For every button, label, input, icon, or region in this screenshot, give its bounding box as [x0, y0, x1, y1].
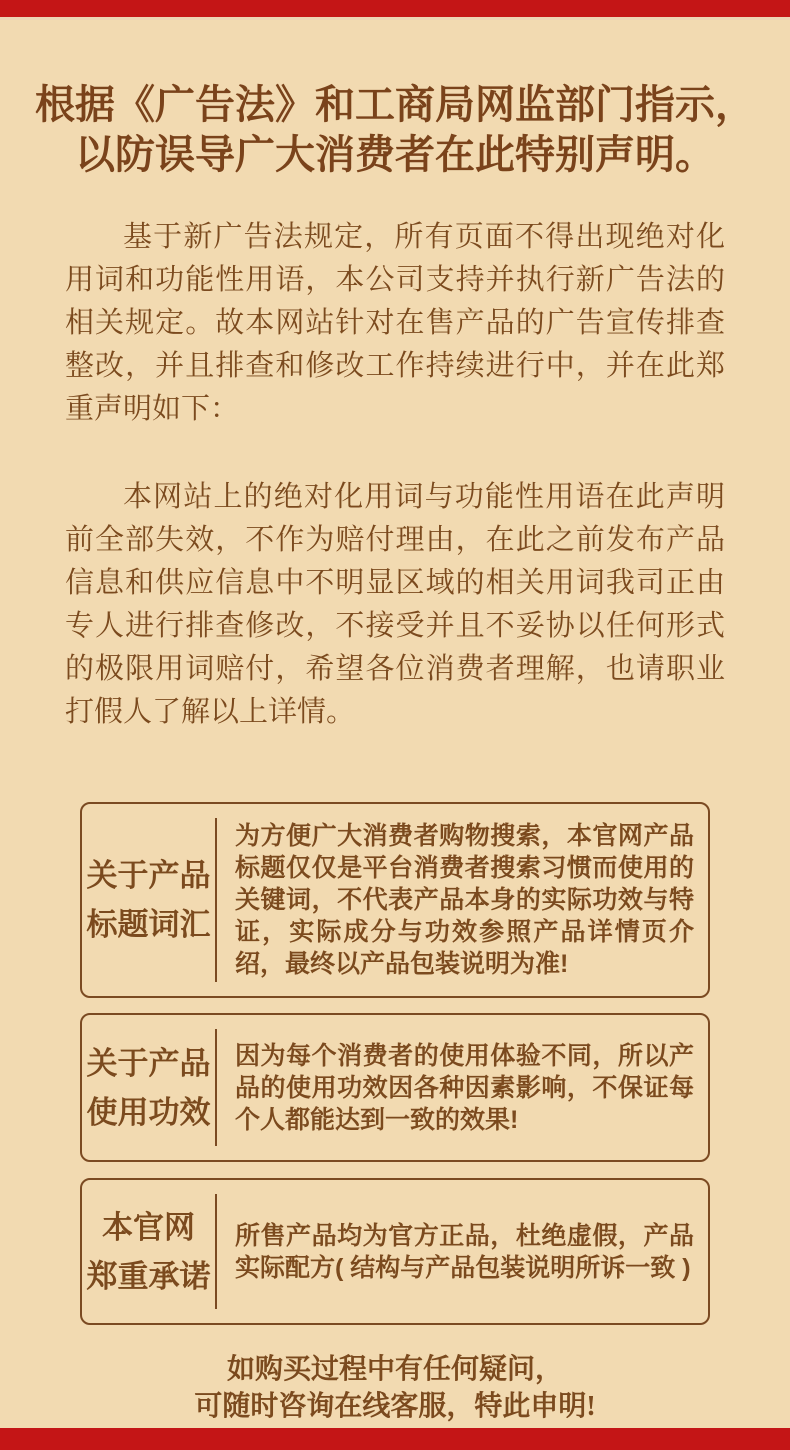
- notice-box-1-label: [82, 804, 215, 996]
- notice-box-1-text: 为方便广大消费者购物搜索，本官网产品标题仅仅是平台消费者搜索习惯而使用的关键词，不代表产品本身的实际功效与特证，实际成分与功效参照产品详情页介绍，最终以产品包装说明为准!: [235, 822, 694, 978]
- bottom-red-bar: [0, 1428, 790, 1450]
- page-title-line-2: 以防误导广大消费者在此特别声明。: [75, 132, 715, 177]
- page-title: [0, 80, 790, 180]
- page-title-line-1: 根据《广告法》和工商局网监部门指示，: [35, 82, 755, 127]
- notice-box-official-promise: [80, 1178, 710, 1325]
- notice-box-3-text: 所售产品均为官方正品，杜绝虚假，产品实际配方( 结构与产品包装说明所诉一致 ): [235, 1221, 694, 1282]
- notice-box-2-label: [82, 1015, 215, 1160]
- notice-box-2-label-line-1: 关于产品: [86, 1045, 211, 1081]
- notice-box-3-label-line-1: 本官网: [102, 1209, 195, 1245]
- statement-paragraph-2: 本网站上的绝对化用词与功能性用语在此声明前全部失效，不作为赔付理由，在此之前发布产品信息和供应信息中不明显区域的相关用词我司正由专人进行排查修改，不接受并且不妥协以任何形式的极限用词赔付，希望各位消费者理解，也请职业打假人了解以上详情。: [65, 481, 725, 728]
- footer-note-line-2: 可随时咨询在线客服，特此申明!: [194, 1391, 596, 1422]
- footer-note-line-1: 如购买过程中有任何疑问，: [226, 1354, 563, 1385]
- notice-box-2-label-line-2: 使用功效: [86, 1094, 211, 1130]
- notice-box-3-label-line-2: 郑重承诺: [86, 1258, 211, 1294]
- footer-note: [0, 1351, 790, 1425]
- notice-box-product-effect: [80, 1013, 710, 1162]
- notice-box-2-text: 因为每个消费者的使用体验不同，所以产品的使用功效因各种因素影响，不保证每个人都能达到一致的效果!: [235, 1041, 694, 1134]
- notice-box-1-label-line-1: 关于产品: [86, 858, 211, 893]
- notice-box-3-label: [82, 1180, 215, 1323]
- top-red-bar: [0, 0, 790, 20]
- notice-box-1-label-line-2: 标题词汇: [86, 907, 211, 942]
- notice-box-product-title-keywords: [80, 802, 710, 998]
- statement-paragraph-1: 基于新广告法规定，所有页面不得出现绝对化用词和功能性用语，本公司支持并执行新广告法的相关规定。故本网站针对在售产品的广告宣传排查整改，并且排查和修改工作持续进行中，并在此郑重声明如下：: [65, 221, 725, 425]
